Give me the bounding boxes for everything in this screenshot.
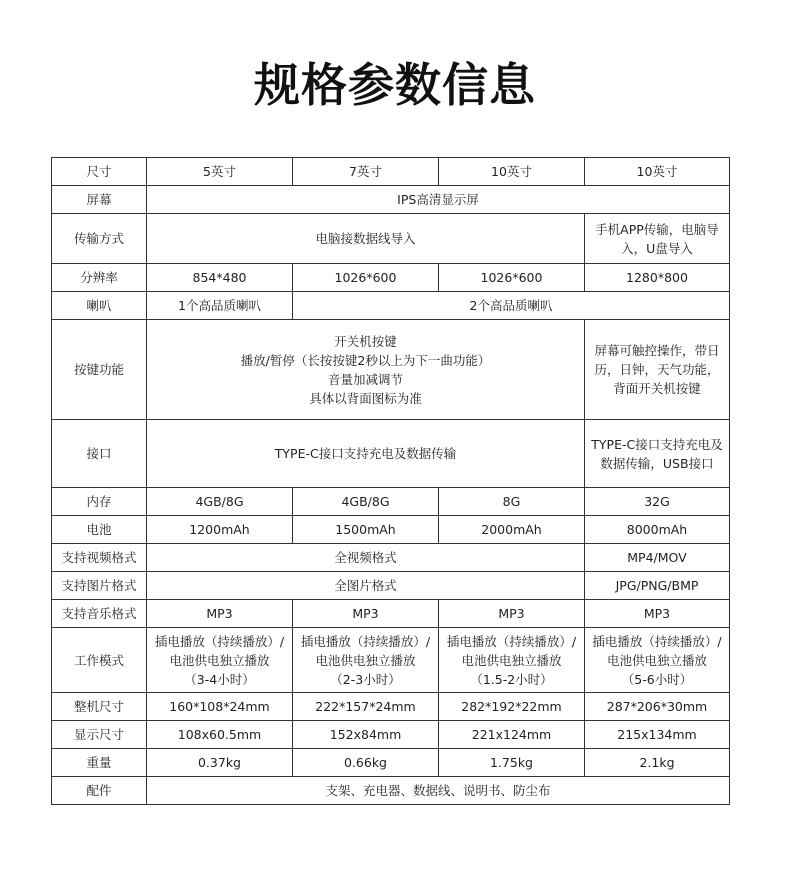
spec-value-line: 插电播放（持续播放）/ — [300, 633, 431, 649]
spec-value-line: 电池供电独立播放 — [315, 652, 416, 668]
spec-value-line: 电脑接数据线导入 — [315, 231, 416, 246]
spec-value-line: 1280*800 — [626, 270, 688, 285]
spec-value-cell — [147, 572, 585, 600]
spec-value-line: IPS高清显示屏 — [397, 192, 479, 207]
table-row — [52, 628, 730, 693]
spec-value-line: 8000mAh — [626, 522, 688, 537]
spec-value-line: 1200mAh — [189, 522, 250, 537]
spec-value-line: 插电播放（持续播放）/ — [446, 633, 577, 649]
table-row — [52, 749, 730, 777]
row-label: 工作模式 — [52, 628, 147, 693]
spec-value-cell — [147, 600, 293, 628]
spec-value-line: 1026*600 — [480, 270, 543, 285]
spec-value-line: 具体以背面图标为准 — [309, 390, 422, 406]
spec-value-line: 历，日钟，天气功能， — [594, 362, 720, 377]
spec-value-cell — [293, 516, 439, 544]
spec-value-line: 播放/暂停（长按按键2秒以上为下一曲功能） — [240, 352, 491, 368]
spec-value-cell — [147, 320, 585, 420]
spec-value-cell — [147, 420, 585, 488]
spec-value-line: 1500mAh — [335, 522, 396, 537]
spec-value-line: 854*480 — [192, 270, 247, 285]
row-label: 喇叭 — [52, 292, 147, 320]
spec-value-line: 开关机按键 — [334, 333, 397, 349]
spec-value-line: （5-6小时） — [621, 671, 693, 687]
spec-value-cell — [147, 158, 293, 186]
spec-value-line: MP4/MOV — [627, 550, 687, 565]
spec-value-line: 32G — [644, 494, 670, 509]
spec-value-line: 10英寸 — [636, 164, 678, 179]
page-title: 规格参数信息 — [254, 58, 536, 112]
spec-table-body — [52, 158, 730, 805]
spec-value-line: 手机APP传输，电脑导 — [595, 221, 719, 237]
spec-value-cell — [147, 516, 293, 544]
row-label: 内存 — [52, 488, 147, 516]
spec-value-cell — [439, 693, 585, 721]
spec-value-cell — [293, 158, 439, 186]
spec-value-line: 7英寸 — [349, 164, 382, 179]
spec-value-line: 电池供电独立播放 — [461, 652, 562, 668]
spec-value-cell — [147, 488, 293, 516]
table-row — [52, 264, 730, 292]
spec-value-cell — [585, 420, 730, 488]
spec-value-cell — [147, 628, 293, 693]
spec-value-cell — [585, 749, 730, 777]
spec-value-cell — [293, 721, 439, 749]
table-row — [52, 488, 730, 516]
spec-value-line: 282*192*22mm — [461, 699, 562, 714]
spec-value-line: 音量加减调节 — [327, 371, 403, 387]
spec-value-line: 电池供电独立播放 — [169, 652, 270, 668]
row-label: 分辨率 — [52, 264, 147, 292]
spec-value-cell — [585, 516, 730, 544]
row-label: 尺寸 — [52, 158, 147, 186]
spec-value-cell — [585, 693, 730, 721]
spec-value-cell — [585, 158, 730, 186]
spec-value-line: 入，U盘导入 — [621, 240, 693, 256]
spec-value-line: MP3 — [352, 606, 379, 621]
spec-value-line: MP3 — [498, 606, 525, 621]
spec-value-cell — [293, 488, 439, 516]
spec-value-cell — [293, 600, 439, 628]
spec-value-line: 5英寸 — [203, 164, 236, 179]
spec-value-line: 电池供电独立播放 — [606, 652, 707, 668]
spec-value-cell — [439, 721, 585, 749]
spec-value-cell — [147, 214, 585, 264]
row-label: 重量 — [52, 749, 147, 777]
row-label: 按键功能 — [52, 320, 147, 420]
spec-value-line: （3-4小时） — [184, 671, 255, 687]
spec-value-line: 4GB/8G — [341, 494, 390, 509]
spec-value-line: 4GB/8G — [195, 494, 244, 509]
spec-value-line: 1个高品质喇叭 — [178, 298, 261, 313]
table-row — [52, 292, 730, 320]
spec-value-line: 全视频格式 — [334, 550, 397, 565]
spec-value-cell — [439, 158, 585, 186]
spec-value-line: 1026*600 — [334, 270, 397, 285]
spec-value-line: 2000mAh — [481, 522, 542, 537]
spec-value-line: 支架、充电器、数据线、说明书、防尘布 — [325, 783, 551, 798]
spec-value-line: 287*206*30mm — [606, 699, 708, 714]
spec-value-cell — [147, 264, 293, 292]
spec-value-line: TYPE-C接口支持充电及数据传输 — [274, 446, 457, 461]
spec-value-line: 160*108*24mm — [169, 699, 270, 714]
spec-value-cell — [585, 572, 730, 600]
spec-value-cell — [585, 320, 730, 420]
spec-value-cell — [585, 264, 730, 292]
row-label: 支持图片格式 — [52, 572, 147, 600]
row-label: 配件 — [52, 777, 147, 805]
spec-value-cell — [147, 292, 293, 320]
row-label: 支持音乐格式 — [52, 600, 147, 628]
spec-value-line: 2.1kg — [639, 755, 675, 770]
spec-value-cell — [147, 749, 293, 777]
spec-value-cell — [293, 292, 730, 320]
spec-value-cell — [439, 749, 585, 777]
spec-value-cell — [439, 516, 585, 544]
spec-value-cell — [293, 749, 439, 777]
spec-value-line: TYPE-C接口支持充电及 — [591, 436, 723, 452]
spec-value-cell — [585, 544, 730, 572]
spec-value-cell — [293, 628, 439, 693]
table-row — [52, 544, 730, 572]
spec-value-line: 1.75kg — [489, 755, 533, 770]
spec-value-line: 全图片格式 — [334, 578, 397, 593]
spec-value-cell — [147, 544, 585, 572]
table-row — [52, 777, 730, 805]
spec-value-line: 10英寸 — [491, 164, 532, 179]
spec-value-line: 152x84mm — [329, 727, 402, 742]
spec-value-line: 8G — [502, 494, 521, 509]
row-label: 整机尺寸 — [52, 693, 147, 721]
table-row — [52, 600, 730, 628]
spec-value-cell — [439, 628, 585, 693]
spec-value-line: 222*157*24mm — [315, 699, 416, 714]
spec-value-cell — [585, 214, 730, 264]
spec-value-line: 0.37kg — [197, 755, 241, 770]
spec-value-line: 数据传输，USB接口 — [600, 455, 714, 471]
spec-value-cell — [585, 488, 730, 516]
spec-value-line: 2个高品质喇叭 — [469, 298, 553, 313]
spec-value-line: 背面开关机按键 — [613, 381, 701, 396]
spec-value-cell — [439, 488, 585, 516]
table-row — [52, 572, 730, 600]
table-row — [52, 186, 730, 214]
table-row — [52, 320, 730, 420]
spec-value-line: 插电播放（持续播放）/ — [154, 633, 285, 649]
spec-value-line: 221x124mm — [471, 727, 552, 742]
spec-value-line: JPG/PNG/BMP — [615, 578, 699, 593]
spec-value-cell — [147, 777, 730, 805]
table-row — [52, 693, 730, 721]
spec-value-line: 插电播放（持续播放）/ — [592, 633, 722, 649]
table-row — [52, 214, 730, 264]
spec-value-cell — [293, 693, 439, 721]
spec-value-line: 215x134mm — [617, 727, 697, 742]
row-label: 屏幕 — [52, 186, 147, 214]
spec-value-line: MP3 — [206, 606, 233, 621]
spec-value-cell — [585, 721, 730, 749]
row-label: 接口 — [52, 420, 147, 488]
spec-value-cell — [439, 264, 585, 292]
table-row — [52, 420, 730, 488]
spec-value-line: MP3 — [643, 606, 671, 621]
spec-value-line: 108x60.5mm — [177, 727, 262, 742]
table-row — [52, 158, 730, 186]
row-label: 电池 — [52, 516, 147, 544]
spec-value-cell — [293, 264, 439, 292]
spec-value-line: 屏幕可触控操作，带日 — [594, 343, 720, 358]
spec-value-cell — [585, 600, 730, 628]
row-label: 传输方式 — [52, 214, 147, 264]
row-label: 显示尺寸 — [52, 721, 147, 749]
spec-value-line: 0.66kg — [343, 755, 387, 770]
table-row — [52, 516, 730, 544]
table-row — [52, 721, 730, 749]
spec-value-cell — [147, 721, 293, 749]
spec-value-line: （1.5-2小时） — [470, 671, 553, 687]
spec-value-cell — [439, 600, 585, 628]
spec-value-cell — [147, 186, 730, 214]
spec-value-cell — [147, 693, 293, 721]
row-label: 支持视频格式 — [52, 544, 147, 572]
spec-value-line: （2-3小时） — [330, 671, 401, 687]
spec-table — [51, 157, 730, 805]
spec-value-cell — [585, 628, 730, 693]
